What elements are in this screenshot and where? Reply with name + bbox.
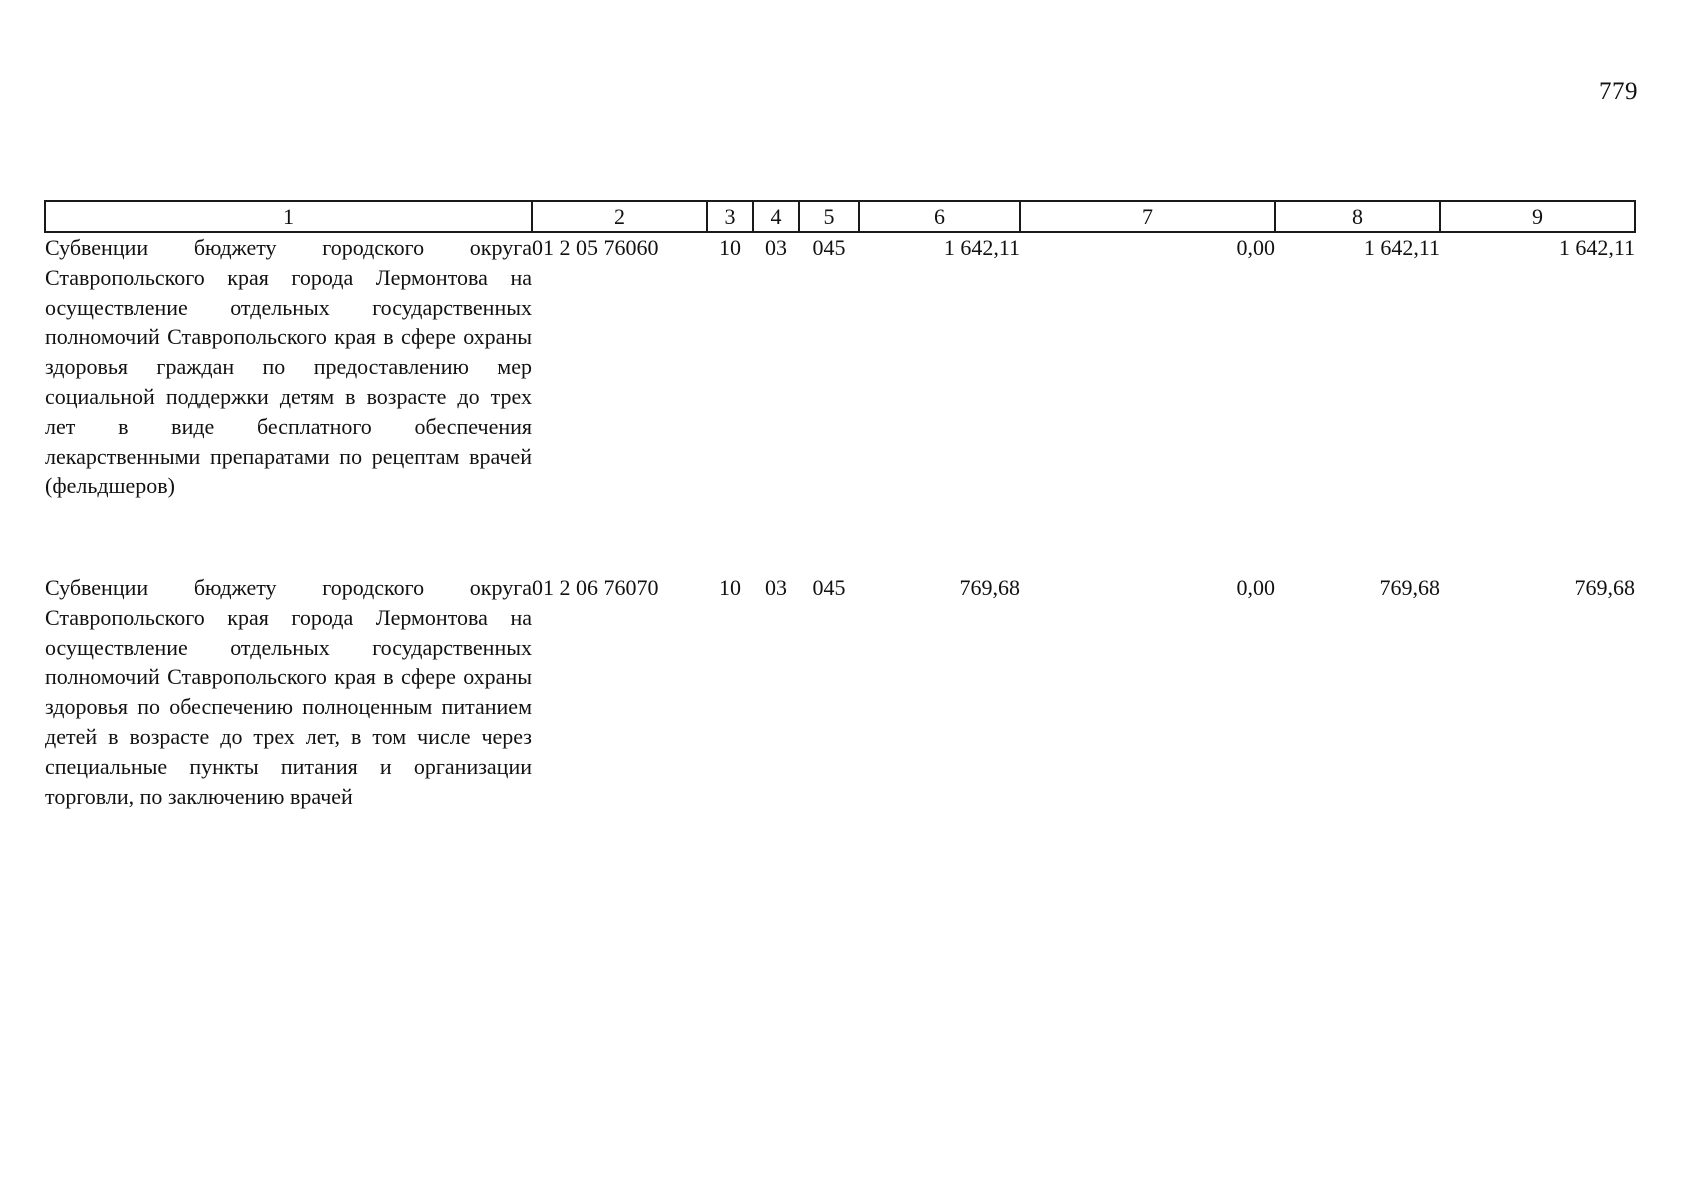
row-col4: 03 bbox=[765, 575, 787, 600]
row-col5: 045 bbox=[812, 235, 846, 260]
row-description: Субвенции бюджету городского округа Ставропольского края города Лермонтова на осуществление отдельных государственных полномочий Ставропольского края в сфере охраны здоровья по обеспечению полноценным питанием детей в возрасте до трех лет, в том числе через специальные пункты питания и организации торговли, по заключению врачей bbox=[45, 575, 532, 809]
table-row bbox=[45, 232, 1635, 573]
row-col8-amount: 769,68 bbox=[1379, 575, 1440, 600]
row-description: Субвенции бюджету городского округа Ставропольского края города Лермонтова на осуществление отдельных государственных полномочий Ставропольского края в сфере охраны здоровья граждан по предоставлению мер социальной поддержки детям в возрасте до трех лет в виде бесплатного обеспечения лекарственными препаратами по рецептам врачей (фельдшеров) bbox=[45, 235, 532, 499]
row-col9-amount: 1 642,11 bbox=[1558, 235, 1635, 260]
column-header-8: 8 bbox=[1275, 201, 1440, 232]
row-col6-amount: 1 642,11 bbox=[943, 235, 1020, 260]
row-target-code: 01 2 05 76060 bbox=[532, 235, 659, 260]
page-number: 779 bbox=[1599, 78, 1638, 105]
budget-table bbox=[44, 200, 1636, 883]
table-row bbox=[45, 573, 1635, 883]
row-col3: 10 bbox=[719, 575, 741, 600]
row-col8-amount: 1 642,11 bbox=[1363, 235, 1440, 260]
row-target-code: 01 2 06 76070 bbox=[532, 575, 659, 600]
column-header-7: 7 bbox=[1020, 201, 1275, 232]
row-col7-amount: 0,00 bbox=[1236, 235, 1275, 260]
row-col5: 045 bbox=[812, 575, 846, 600]
column-header-4: 4 bbox=[753, 201, 799, 232]
column-header-9: 9 bbox=[1440, 201, 1635, 232]
row-col6-amount: 769,68 bbox=[959, 575, 1020, 600]
row-col3: 10 bbox=[719, 235, 741, 260]
column-header-6: 6 bbox=[859, 201, 1020, 232]
row-col9-amount: 769,68 bbox=[1574, 575, 1635, 600]
row-col4: 03 bbox=[765, 235, 787, 260]
column-header-2: 2 bbox=[532, 201, 707, 232]
row-col7-amount: 0,00 bbox=[1236, 575, 1275, 600]
column-header-5: 5 bbox=[799, 201, 859, 232]
table-header-row bbox=[45, 201, 1635, 232]
column-header-1: 1 bbox=[45, 201, 532, 232]
column-header-3: 3 bbox=[707, 201, 753, 232]
